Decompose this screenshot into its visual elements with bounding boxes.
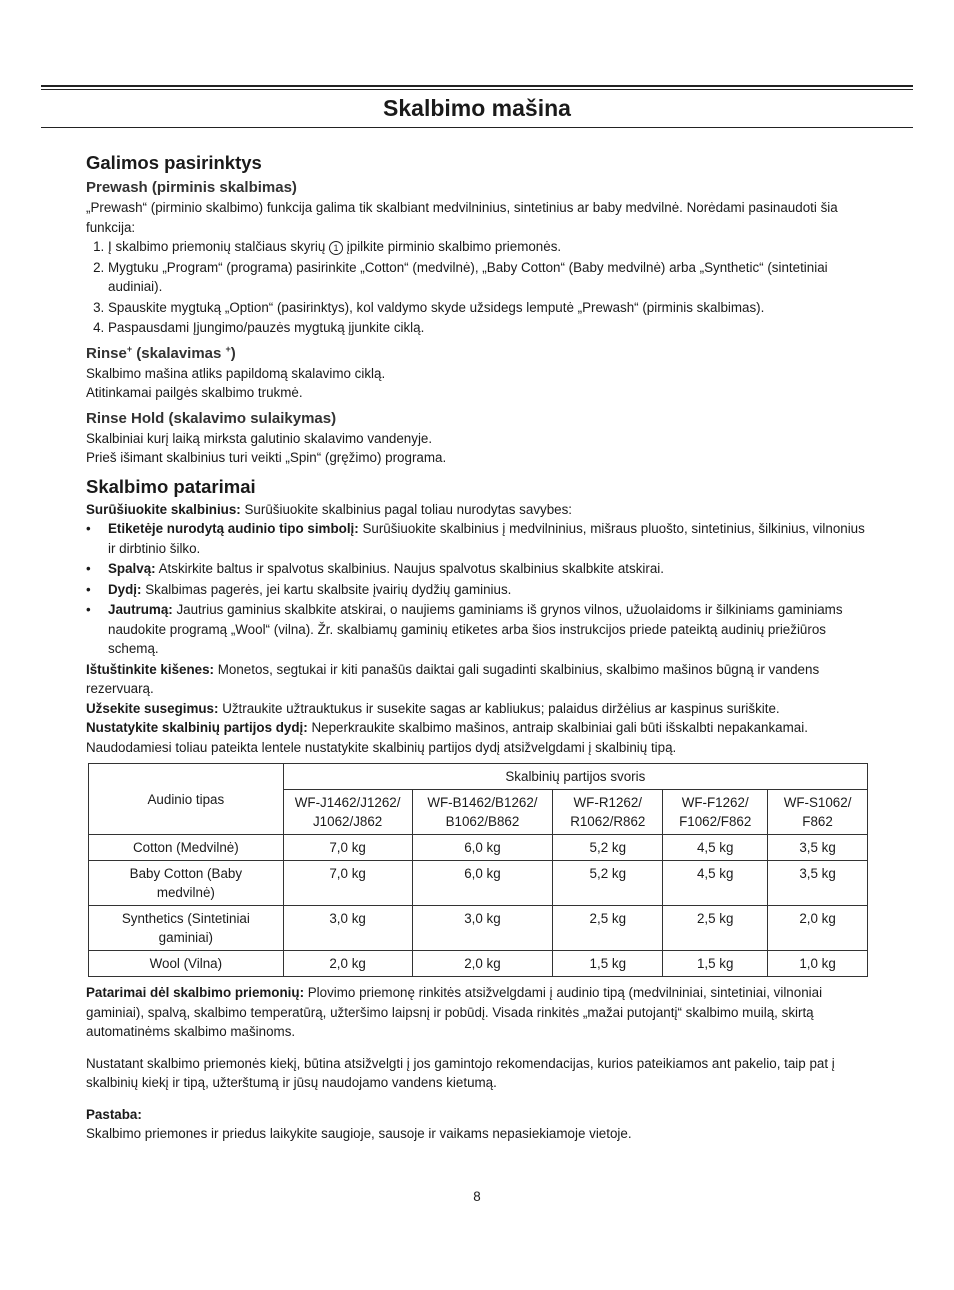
weight-cell: 3,0 kg [412, 906, 553, 951]
rinse-heading: Rinse+ (skalavimas +) [86, 343, 236, 362]
page-title: Skalbimo mašina [383, 95, 571, 121]
weight-cell: 4,5 kg [663, 835, 768, 861]
table-row [89, 835, 868, 861]
sort-bullets [86, 519, 868, 659]
weight-cell: 6,0 kg [412, 835, 553, 861]
sort-bullet-size: • Dydį: Skalbimas pagerės, jei kartu skalbsite įvairių dydžių gaminius. [108, 580, 868, 600]
weight-cell: 3,5 kg [768, 861, 868, 906]
page-number: 8 [473, 1189, 481, 1204]
weight-cell: 2,0 kg [412, 951, 553, 977]
weight-cell: 1,5 kg [553, 951, 663, 977]
sort-paragraph: Surūšiuokite skalbinius: Surūšiuokite skalbinius pagal toliau nurodytas savybes: [86, 501, 573, 517]
fasten-paragraph: Užsekite susegimus: Užtraukite užtrauktukus ir susekite sagas ar kabliukus; palaidus diržėlius ar kaspinus suriškite. [86, 700, 780, 716]
sort-bullet-sensitivity: • Jautrumą: Jautrius gaminius skalbkite atskirai, o naujiems gaminiams iš grynos vilnos, užuolaidoms ir šilkiniams gaminiams naudokite programą „Wool“ (vilna). Žr. skalbiamų gaminių etiketes arba šios instrukcijos priede pateiktą audinių priežiūros schemą. [108, 600, 868, 659]
rinse-line-2: Atitinkamai pailgės skalbimo trukmė. [86, 385, 303, 400]
detergent-amount-paragraph: Nustatant skalbimo priemonės kiekį, būtina atsižvelgti į jos gamintojo rekomendacijas, kurios pateikiamos ant pakelio, taip pat į skalbinių kiekį ir tipą, užterštumą ir jūsų naudojamo vandens kietumą. [86, 1055, 835, 1090]
prewash-step-2: 2. Mygtuku „Program“ (programa) pasirinkite „Cotton“ (medvilnė), „Baby Cotton“ (Baby medvilnė) arba „Synthetic“ (sintetiniai audiniai). [108, 258, 868, 297]
sort-bullet-fabric: • Etiketėje nurodytą audinio tipo simbolį: Surūšiuokite skalbinius į medvilninius, mišraus pluošto, sintetinius, šilkinius, vilnonius ir dirbtinio šilko. [108, 519, 868, 558]
fabric-cell: Cotton (Medvilnė) [89, 835, 284, 861]
weight-cell: 7,0 kg [283, 835, 412, 861]
model-header: WF-R1262/ R1062/R862 [553, 790, 663, 835]
weight-cell: 1,0 kg [768, 951, 868, 977]
weight-cell: 7,0 kg [283, 861, 412, 906]
weight-cell: 3,0 kg [283, 906, 412, 951]
load-weight-header: Skalbinių partijos svoris [283, 764, 867, 790]
fabric-cell: Synthetics (Sintetiniai gaminiai) [89, 906, 284, 951]
fabric-type-header: Audinio tipas [89, 764, 284, 835]
rinse-hold-line-1: Skalbiniai kurį laiką mirksta galutinio skalavimo vandenyje. [86, 430, 433, 446]
rinse-line-1: Skalbimo mašina atliks papildomą skalavimo ciklą. [86, 365, 386, 381]
pockets-paragraph: Ištuštinkite kišenes: Monetos, segtukai ir kiti panašūs daiktai gali sugadinti skalbinius, skalbimo mašinos būgną ir vandens rezervuarą. [86, 661, 820, 696]
prewash-step-4: 4. Paspausdami Įjungimo/pauzės mygtuką įjunkite ciklą. [108, 318, 868, 338]
page-content [86, 150, 868, 1144]
load-paragraph: Nustatykite skalbinių partijos dydį: Neperkraukite skalbimo mašinos, antraip skalbiniai gali būti išskalbti nepakankamai. Naudodamiesi toliau pateikta lentele nustatykite skalbinių partijos dydį atsižvelgdami į skalbinių tipą. [86, 720, 808, 755]
weight-cell: 1,5 kg [663, 951, 768, 977]
prewash-step-1: 1. Į skalbimo priemonių stalčiaus skyrių 1 įpilkite pirminio skalbimo priemonės. [108, 237, 868, 257]
header-rule-bottom [41, 127, 913, 128]
fabric-cell: Wool (Vilna) [89, 951, 284, 977]
weight-cell: 2,5 kg [553, 906, 663, 951]
weight-cell: 4,5 kg [663, 861, 768, 906]
table-row [89, 861, 868, 906]
prewash-intro: „Prewash“ (pirminio skalbimo) funkcija galima tik skalbiant medvilninius, sintetinius ar baby medvilnė. Norėdami pasinaudoti šia funkcija: [86, 200, 838, 235]
prewash-heading: Prewash (pirminis skalbimas) [86, 179, 297, 196]
table-row [89, 906, 868, 951]
prewash-step-3: 3. Spauskite mygtuką „Option“ (pasirinktys), kol valdymo skyde užsidegs lemputė „Prewash“ (pirminis skalbimas). [108, 298, 868, 318]
tips-heading: Skalbimo patarimai [86, 475, 256, 497]
weight-cell: 2,0 kg [768, 906, 868, 951]
fabric-cell: Baby Cotton (Baby medvilnė) [89, 861, 284, 906]
weight-cell: 3,5 kg [768, 835, 868, 861]
prewash-steps [86, 237, 868, 338]
table-header-row [89, 764, 868, 790]
weight-cell: 5,2 kg [553, 861, 663, 906]
model-header: WF-S1062/ F862 [768, 790, 868, 835]
model-header: WF-B1462/B1262/ B1062/B862 [412, 790, 553, 835]
model-header: WF-J1462/J1262/ J1062/J862 [283, 790, 412, 835]
model-header: WF-F1262/ F1062/F862 [663, 790, 768, 835]
note-text: Skalbimo priemones ir priedus laikykite saugioje, sausoje ir vaikams nepasiekiamoje vietoje. [86, 1126, 632, 1141]
rinse-hold-heading: Rinse Hold (skalavimo sulaikymas) [86, 409, 337, 427]
header-rule-top-thin [41, 89, 913, 90]
header-rule-top [41, 85, 913, 87]
compartment-1-icon: 1 [329, 241, 343, 255]
table-row [89, 951, 868, 977]
sort-bullet-color: • Spalvą: Atskirkite baltus ir spalvotus skalbinius. Naujus spalvotus skalbinius skalbkite atskirai. [108, 559, 868, 579]
load-size-table [88, 763, 868, 977]
note-label: Pastaba: [86, 1106, 142, 1122]
weight-cell: 2,0 kg [283, 951, 412, 977]
rinse-hold-line-2: Prieš išimant skalbinius turi veikti „Spin“ (gręžimo) programa. [86, 450, 447, 465]
options-heading: Galimos pasirinktys [86, 152, 262, 173]
weight-cell: 5,2 kg [553, 835, 663, 861]
weight-cell: 6,0 kg [412, 861, 553, 906]
weight-cell: 2,5 kg [663, 906, 768, 951]
detergent-paragraph: Patarimai dėl skalbimo priemonių: Plovimo priemonę rinkitės atsižvelgdami į audinio tipą (medvilniniai, sintetiniai, vilnoniai gaminiai), spalvą, skalbimo temperatūrą, užteršimo laipsnį ir pobūdį. Visada rinkitės „mažai putojantį“ skalbimo muilą, skirtą automatinėms skalbimo mašinoms. [86, 985, 823, 1039]
